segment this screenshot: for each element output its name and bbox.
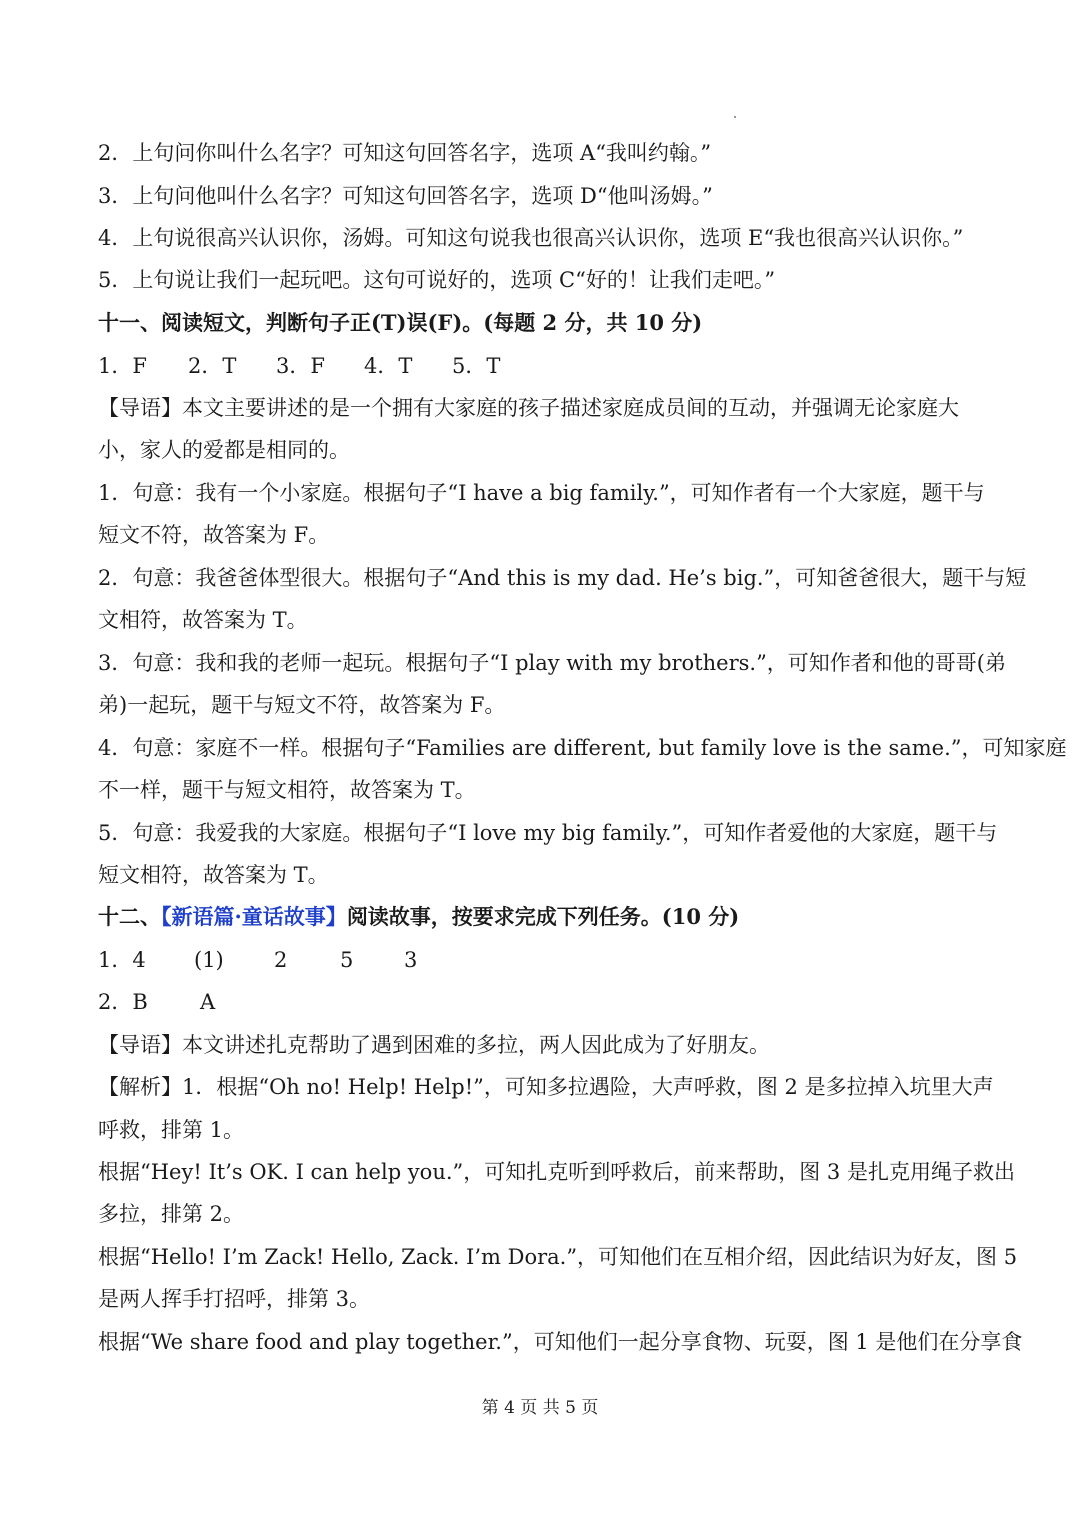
heading-number: 十二、 (98, 904, 161, 929)
section-heading: 十一、阅读短文，判断句子正(T)误(F)。(每题 2 分，共 10 分) (98, 310, 703, 335)
explanation-line: 是两人挥手打招呼，排第 3。 (98, 1287, 371, 1311)
heading-tag: 【新语篇·童话故事】 (161, 904, 347, 929)
scan-speck (734, 116, 736, 118)
explanation-line: 5．句意：我爱我的大家庭。根据句子“I love my big family.”，可知作者爱他的大家庭，题干与 (98, 821, 998, 845)
explanation-line: 弟)一起玩，题干与短文不符，故答案为 F。 (98, 693, 506, 717)
explanation-line: 2．句意：我爸爸体型很大。根据句子“And this is my dad. He’s big.”，可知爸爸很大，题干与短 (98, 566, 1027, 590)
explanation-line: 呼救，排第 1。 (98, 1118, 245, 1142)
explanation-line: 3．句意：我和我的老师一起玩。根据句子“I play with my brothers.”，可知作者和他的哥哥(弟 (98, 651, 1007, 675)
answer-item: 3．F (276, 354, 325, 378)
answer-item: 2．T (188, 354, 237, 378)
guide-line: 小，家人的爱都是相同的。 (98, 438, 350, 462)
answer-item: 5．T (452, 354, 501, 378)
explanation-line: 根据“We share food and play together.”，可知他们一起分享食物、玩耍，图 1 是他们在分享食 (98, 1330, 1023, 1354)
explanation-line: 根据“Hello! I’m Zack! Hello, Zack. I’m Dora.”，可知他们在互相介绍，因此结识为好友，图 5 (98, 1245, 1018, 1269)
section-heading (98, 903, 998, 931)
answer-item: 2 (274, 948, 288, 972)
explanation-line: 文相符，故答案为 T。 (98, 608, 308, 632)
page-footer: 第 4 页 共 5 页 (481, 1398, 599, 1418)
answer-item: 1．F (98, 354, 147, 378)
answer-item: A (200, 990, 216, 1014)
explanation-line: 【解析】1．根据“Oh no! Help! Help!”，可知多拉遇险，大声呼救，图 2 是多拉掉入坑里大声 (98, 1075, 994, 1099)
answer-item: 2．B (98, 990, 148, 1014)
explanation-line: 3．上句问他叫什么名字？可知这句回答名字，选项 D“他叫汤姆。” (98, 184, 713, 208)
explanation-line: 4．上句说很高兴认识你，汤姆。可知这句说我也很高兴认识你，选项 E“我也很高兴认识你。” (98, 226, 964, 250)
explanation-line: 4．句意：家庭不一样。根据句子“Families are different, but family love is the same.”，可知家庭 (98, 736, 1067, 760)
explanation-line: 2．上句问你叫什么名字？可知这句回答名字，选项 A“我叫约翰。” (98, 141, 712, 165)
explanation-line: 短文相符，故答案为 T。 (98, 863, 329, 887)
guide-line: 【导语】本文讲述扎克帮助了遇到困难的多拉，两人因此成为了好朋友。 (98, 1033, 770, 1057)
explanation-line: 5．上句说让我们一起玩吧。这句可说好的，选项 C“好的！让我们走吧。” (98, 268, 776, 292)
answer-item: (1) (194, 948, 224, 972)
guide-line: 【导语】本文主要讲述的是一个拥有大家庭的孩子描述家庭成员间的互动，并强调无论家庭大 (98, 396, 959, 420)
explanation-line: 1．句意：我有一个小家庭。根据句子“I have a big family.”，可知作者有一个大家庭，题干与 (98, 481, 985, 505)
explanation-line: 短文不符，故答案为 F。 (98, 523, 330, 547)
answer-item: 3 (404, 948, 418, 972)
answer-row (98, 946, 998, 974)
heading-text: 阅读故事，按要求完成下列任务。(10 分) (346, 904, 740, 929)
answer-row (98, 352, 998, 380)
explanation-line: 不一样，题干与短文相符，故答案为 T。 (98, 778, 476, 802)
explanation-line: 多拉，排第 2。 (98, 1202, 245, 1226)
answer-item: 5 (340, 948, 354, 972)
explanation-line: 根据“Hey! It’s OK. I can help you.”，可知扎克听到呼救后，前来帮助，图 3 是扎克用绳子救出 (98, 1160, 1015, 1184)
answer-row (98, 988, 998, 1016)
answer-item: 4．T (364, 354, 413, 378)
answer-item: 1．4 (98, 948, 146, 972)
